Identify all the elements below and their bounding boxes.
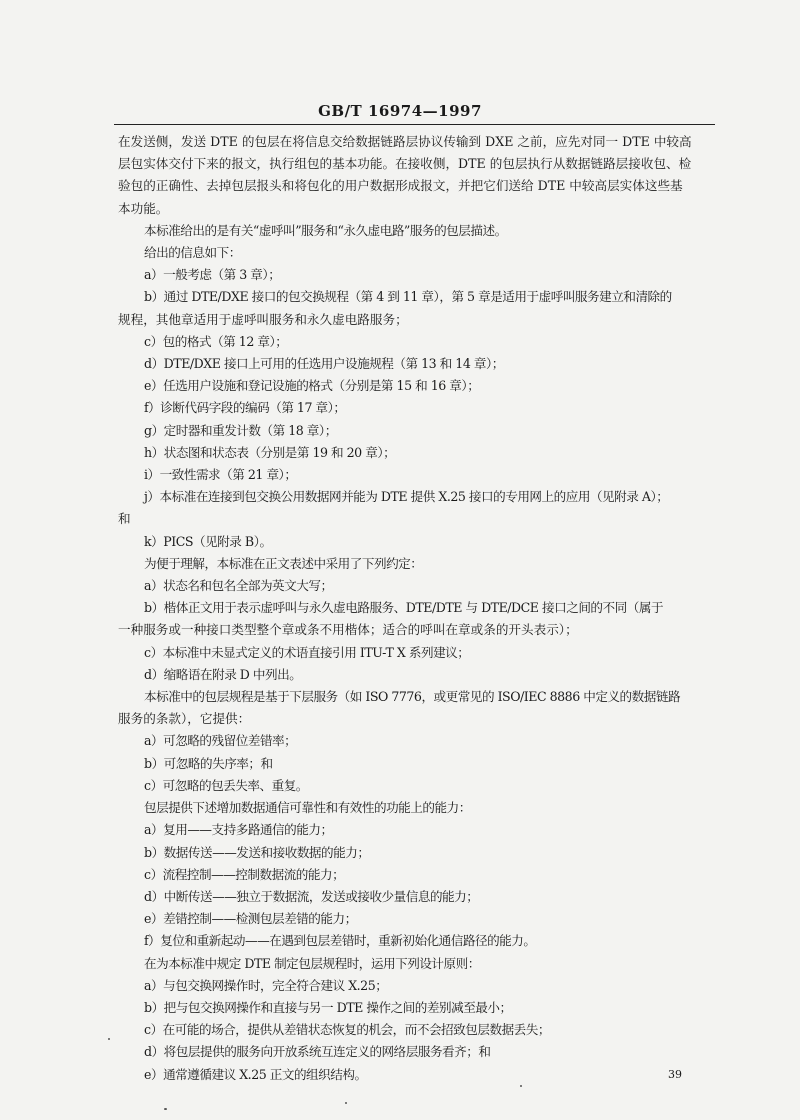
list-item: k）PICS（见附录 B）。	[144, 533, 272, 549]
text-line: 给出的信息如下：	[144, 245, 241, 261]
list-item: d）中断传送——独立于数据流，发送或接收少量信息的能力；	[144, 888, 479, 904]
list-item: d）将包层提供的服务向开放系统互连定义的网络层服务看齐；和	[144, 1044, 491, 1060]
body-text	[118, 131, 718, 1086]
list-item: f）复位和重新起动——在遇到包层差错时，重新初始化通信路径的能力。	[144, 933, 536, 949]
list-item: b）通过 DTE/DXE 接口的包交换规程（第 4 到 11 章），第 5 章是适用于虚呼叫服务建立和清除的	[144, 289, 672, 305]
text-line: 在发送侧，发送 DTE 的包层在将信息交给数据链路层协议传输到 DXE 之前，应先对同一 DTE 中较高	[118, 134, 692, 149]
list-item: j）本标准在连接到包交换公用数据网并能为 DTE 提供 X.25 接口的专用网上的应用（见附录 A）；	[144, 489, 669, 505]
list-item: g）定时器和重发计数（第 18 章）；	[144, 422, 337, 438]
page-number: 39	[668, 1068, 682, 1081]
text-line: 一种服务或一种接口类型整个章或条不用楷体；适合的呼叫在章或条的开头表示）；	[118, 622, 578, 638]
list-item: c）可忽略的包丢失率、重复。	[144, 777, 308, 793]
list-item: a）与包交换网操作时，完全符合建议 X.25；	[144, 977, 388, 993]
list-item: b）把与包交换网操作和直接与另一 DTE 操作之间的差别减至最小；	[144, 999, 512, 1015]
text-line: 在为本标准中规定 DTE 制定包层规程时，运用下列设计原则：	[144, 955, 480, 971]
list-item: f）诊断代码字段的编码（第 17 章）；	[144, 400, 346, 416]
list-item: c）流程控制——控制数据流的能力；	[144, 866, 345, 882]
text-line: 本标准给出的是有关“虚呼叫”服务和“永久虚电路”服务的包层描述。	[144, 222, 507, 238]
list-item: b）数据传送——发送和接收数据的能力；	[144, 844, 370, 860]
scan-speck	[164, 1108, 167, 1110]
text-line: 层包实体交付下来的报文，执行组包的基本功能。在接收侧，DTE 的包层执行从数据链路层接收包、检	[118, 156, 692, 172]
list-item: h）状态图和状态表（分别是第 19 和 20 章）；	[144, 444, 396, 460]
text-line: 为便于理解，本标准在正文表述中采用了下列约定：	[144, 555, 423, 571]
list-item: e）通常遵循建议 X.25 正文的组织结构。	[144, 1066, 367, 1082]
list-item: c）包的格式（第 12 章）；	[144, 333, 288, 349]
list-item: i）一致性需求（第 21 章）；	[144, 467, 297, 483]
list-item: a）状态名和包名全部为英文大写；	[144, 578, 333, 594]
text-line: 和	[118, 511, 131, 527]
list-item: c）本标准中未显式定义的术语直接引用 ITU-T X 系列建议；	[144, 644, 470, 660]
text-line: 规程，其他章适用于虚呼叫服务和永久虚电路服务；	[118, 311, 408, 327]
list-item: a）复用——支持多路通信的能力；	[144, 822, 333, 838]
list-item: e）差错控制——检测包层差错的能力；	[144, 911, 357, 927]
list-item: e）任选用户设施和登记设施的格式（分别是第 15 和 16 章）；	[144, 378, 480, 394]
scan-speck	[520, 1085, 522, 1087]
text-line: 本标准中的包层规程是基于下层服务（如 ISO 7776，或更常见的 ISO/IEC 8886 中定义的数据链路	[144, 689, 681, 705]
list-item: a）一般考虑（第 3 章）；	[144, 267, 281, 283]
text-line: 服务的条款），它提供：	[118, 711, 251, 727]
list-item: d）DTE/DXE 接口上可用的任选用户设施规程（第 13 和 14 章）；	[144, 356, 504, 372]
page-header-standard-number: GB/T 16974—1997	[318, 102, 482, 120]
list-item: c）在可能的场合，提供从差错状态恢复的机会，而不会招致包层数据丢失；	[144, 1022, 550, 1038]
list-item: d）缩略语在附录 D 中列出。	[144, 666, 302, 682]
text-line: 验包的正确性、去掉包层报头和将包化的用户数据形成报文，并把它们送给 DTE 中较高层实体这些基	[118, 178, 683, 194]
list-item: b）可忽略的失序率；和	[144, 755, 273, 771]
list-item: a）可忽略的残留位差错率；	[144, 733, 297, 749]
text-line: 包层提供下述增加数据通信可靠性和有效性的功能上的能力：	[144, 800, 471, 816]
list-item: b）楷体正文用于表示虚呼叫与永久虚电路服务、DTE/DTE 与 DTE/DCE 接口之间的不同（属于	[144, 600, 664, 616]
text-line: 本功能。	[118, 200, 169, 216]
header-rule	[114, 124, 715, 125]
scan-speck	[108, 1038, 110, 1040]
scan-speck	[345, 1102, 347, 1104]
